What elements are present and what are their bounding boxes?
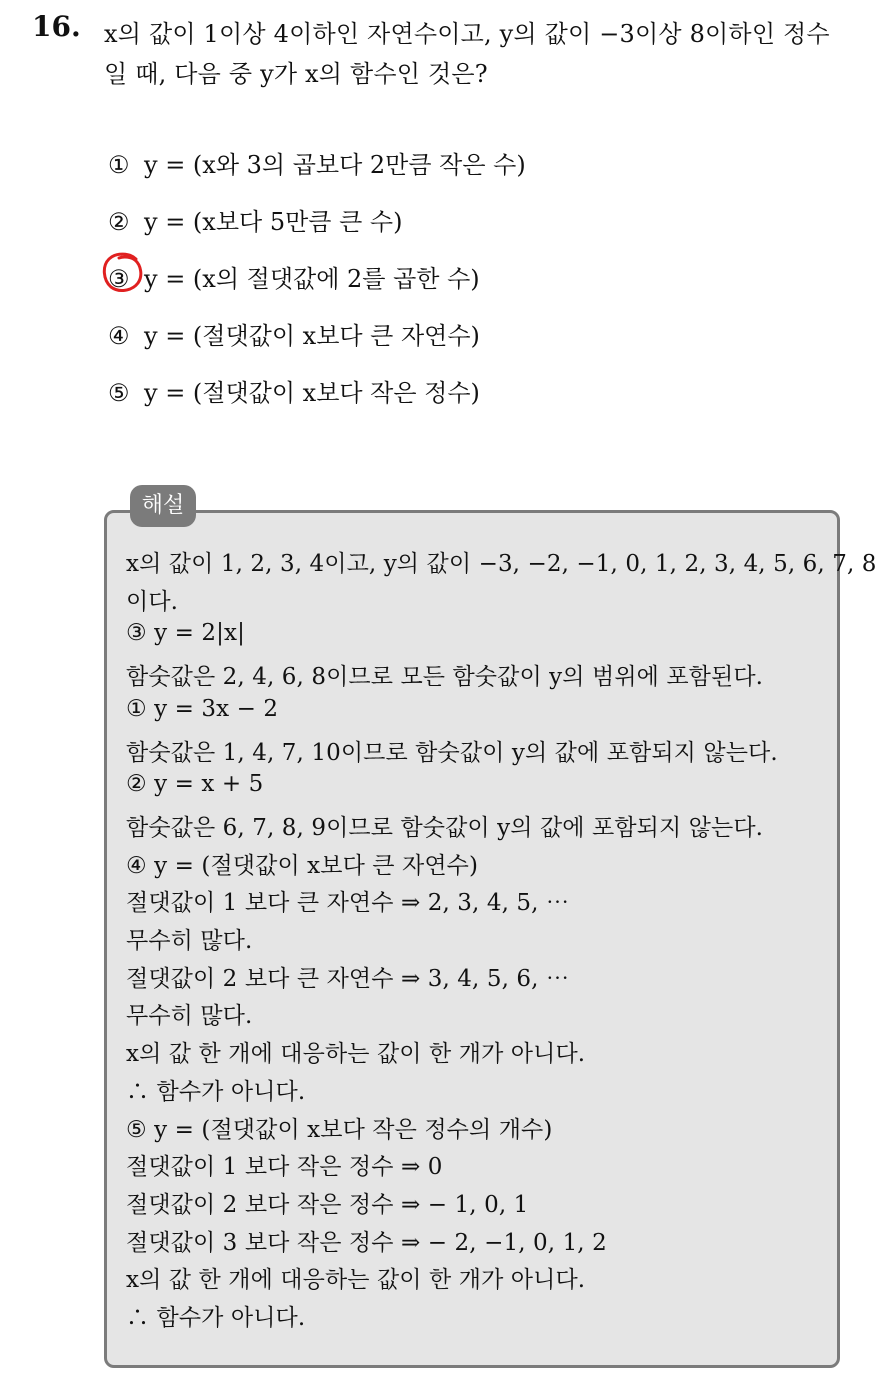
- solution-line: 함숫값은 1, 4, 7, 10이므로 함숫값이 y의 값에 포함되지 않는다.: [126, 740, 778, 766]
- solution-badge: 해설: [130, 485, 196, 527]
- option-2-text: y = (x보다 5만큼 큰 수): [144, 208, 403, 236]
- solution-line: ∴ 함수가 아니다.: [126, 1079, 306, 1105]
- question-number: 16.: [32, 10, 81, 43]
- solution-line: ∴ 함수가 아니다.: [126, 1305, 306, 1331]
- option-3[interactable]: [108, 259, 480, 294]
- solution-line: 절댓값이 2 보다 큰 자연수 ⇒ 3, 4, 5, 6, ⋯: [126, 966, 570, 992]
- solution-line: 이다.: [126, 589, 179, 615]
- solution-line: x의 값 한 개에 대응하는 값이 한 개가 아니다.: [126, 1041, 586, 1067]
- option-4-number: ④: [108, 322, 130, 350]
- solution-line: ① y = 3x − 2: [126, 696, 279, 722]
- option-1-number: ①: [108, 151, 130, 179]
- solution-line: 절댓값이 1 보다 큰 자연수 ⇒ 2, 3, 4, 5, ⋯: [126, 890, 570, 916]
- solution-line: 절댓값이 1 보다 작은 정수 ⇒ 0: [126, 1154, 443, 1180]
- answer-circle-mark: [100, 250, 144, 294]
- option-1-text: y = (x와 3의 곱보다 2만큼 작은 수): [144, 151, 526, 179]
- solution-line: x의 값 한 개에 대응하는 값이 한 개가 아니다.: [126, 1267, 586, 1293]
- question-text-line2: 일 때, 다음 중 y가 x의 함수인 것은?: [104, 60, 488, 88]
- solution-line: ③ y = 2|x|: [126, 620, 245, 646]
- solution-line: 함숫값은 6, 7, 8, 9이므로 함숫값이 y의 값에 포함되지 않는다.: [126, 815, 764, 841]
- solution-line: 무수히 많다.: [126, 928, 253, 954]
- option-2[interactable]: [108, 202, 402, 237]
- solution-line: ② y = x + 5: [126, 771, 264, 797]
- question-text-line1: x의 값이 1이상 4이하인 자연수이고, y의 값이 −3이상 8이하인 정수: [104, 20, 830, 48]
- option-4-text: y = (절댓값이 x보다 큰 자연수): [144, 322, 480, 350]
- solution-line: 함숫값은 2, 4, 6, 8이므로 모든 함숫값이 y의 범위에 포함된다.: [126, 664, 764, 690]
- solution-line: 무수히 많다.: [126, 1003, 253, 1029]
- solution-line: x의 값이 1, 2, 3, 4이고, y의 값이 −3, −2, −1, 0, 1, 2, 3, 4, 5, 6, 7, 8: [126, 551, 877, 577]
- option-3-number: ③: [108, 265, 130, 293]
- option-2-number: ②: [108, 208, 130, 236]
- option-4[interactable]: [108, 316, 480, 351]
- option-5-text: y = (절댓값이 x보다 작은 정수): [144, 379, 480, 407]
- option-5-number: ⑤: [108, 379, 130, 407]
- option-5[interactable]: [108, 373, 480, 408]
- solution-line: ④ y = (절댓값이 x보다 큰 자연수): [126, 853, 479, 879]
- option-3-text: y = (x의 절댓값에 2를 곱한 수): [144, 265, 480, 293]
- option-1[interactable]: [108, 145, 526, 180]
- solution-line: ⑤ y = (절댓값이 x보다 작은 정수의 개수): [126, 1117, 553, 1143]
- solution-line: 절댓값이 2 보다 작은 정수 ⇒ − 1, 0, 1: [126, 1192, 529, 1218]
- solution-line: 절댓값이 3 보다 작은 정수 ⇒ − 2, −1, 0, 1, 2: [126, 1230, 607, 1256]
